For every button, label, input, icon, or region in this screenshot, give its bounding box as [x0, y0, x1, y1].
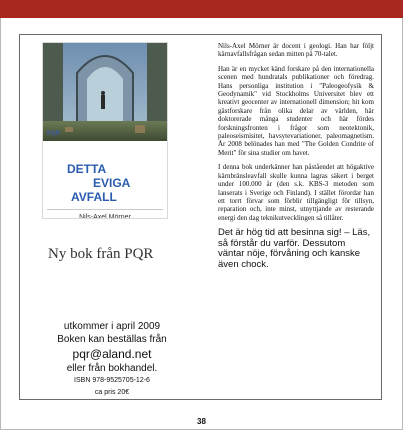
article-paragraph: Han är en mycket känd forskare på den internationella scenen med hundratals publikationer och föredrag. Hans personliga institution i "Paleogeofysik & Geodynamik" vid Stockholms Universitet blev ett kreativt geocenter av internationell dimension; hit kom gästforskare från olika delar av världen, här doktorerade många studenter och här fördes forskningsfronten i frågor som neotektonik, paleoseismisitet, havsytevariationer, paleomagnetism. År 2008 belönades han med "The Golden Condrite of Merit" för sina studier om havet.: [218, 64, 374, 157]
top-color-bar: [0, 0, 403, 18]
cover-painting: [43, 43, 167, 141]
book-cover: [42, 42, 168, 219]
headline: Ny bok från PQR: [48, 246, 154, 262]
release-line: utkommer i april 2009: [63, 321, 161, 332]
email-address: pqr@aland.net: [72, 347, 152, 361]
article-paragraph: Nils-Axel Mörner är docent i geologi. Han har följt kärnavfallsfrågan sedan mitten på 70-talet.: [218, 42, 374, 59]
cover-title-line: DETTA: [67, 162, 107, 176]
cover-author: Nils-Axel Mörner: [79, 214, 131, 219]
cover-logo: PQR: [47, 131, 61, 137]
cover-title-line: AVFALL: [71, 190, 117, 204]
price: ca pris 20€: [94, 389, 130, 396]
bookstore-line: eller från bokhandel.: [66, 363, 158, 374]
call-to-action: Det är hög tid att besinna sig! – Läs, så förstår du varför. Dessutom väntar nöje, förvåning och kanske även chock.: [218, 227, 371, 270]
isbn: ISBN 978-9525705-12-6: [74, 377, 150, 384]
page-number: 38: [197, 417, 206, 426]
order-line: Boken kan beställas från: [57, 334, 167, 345]
cover-title-line: EVIGA: [93, 176, 131, 190]
article-text: [218, 42, 374, 276]
order-info: [28, 320, 196, 399]
article-paragraph: I denna bok underkänner han påståendet att högaktive kärnbränsleavfall skulle kunna lagras säkert i berget under 100.000 år (den s.k. KBS-3 metoden som lanserats i Sverige och Finland). I stället förordar han ett torrt förvar som förblir tillgängligt för tillsyn, reparation och, inte minst, utnyttjande av resterande energi den dag teknikutvecklingen så tillåter.: [218, 163, 374, 222]
